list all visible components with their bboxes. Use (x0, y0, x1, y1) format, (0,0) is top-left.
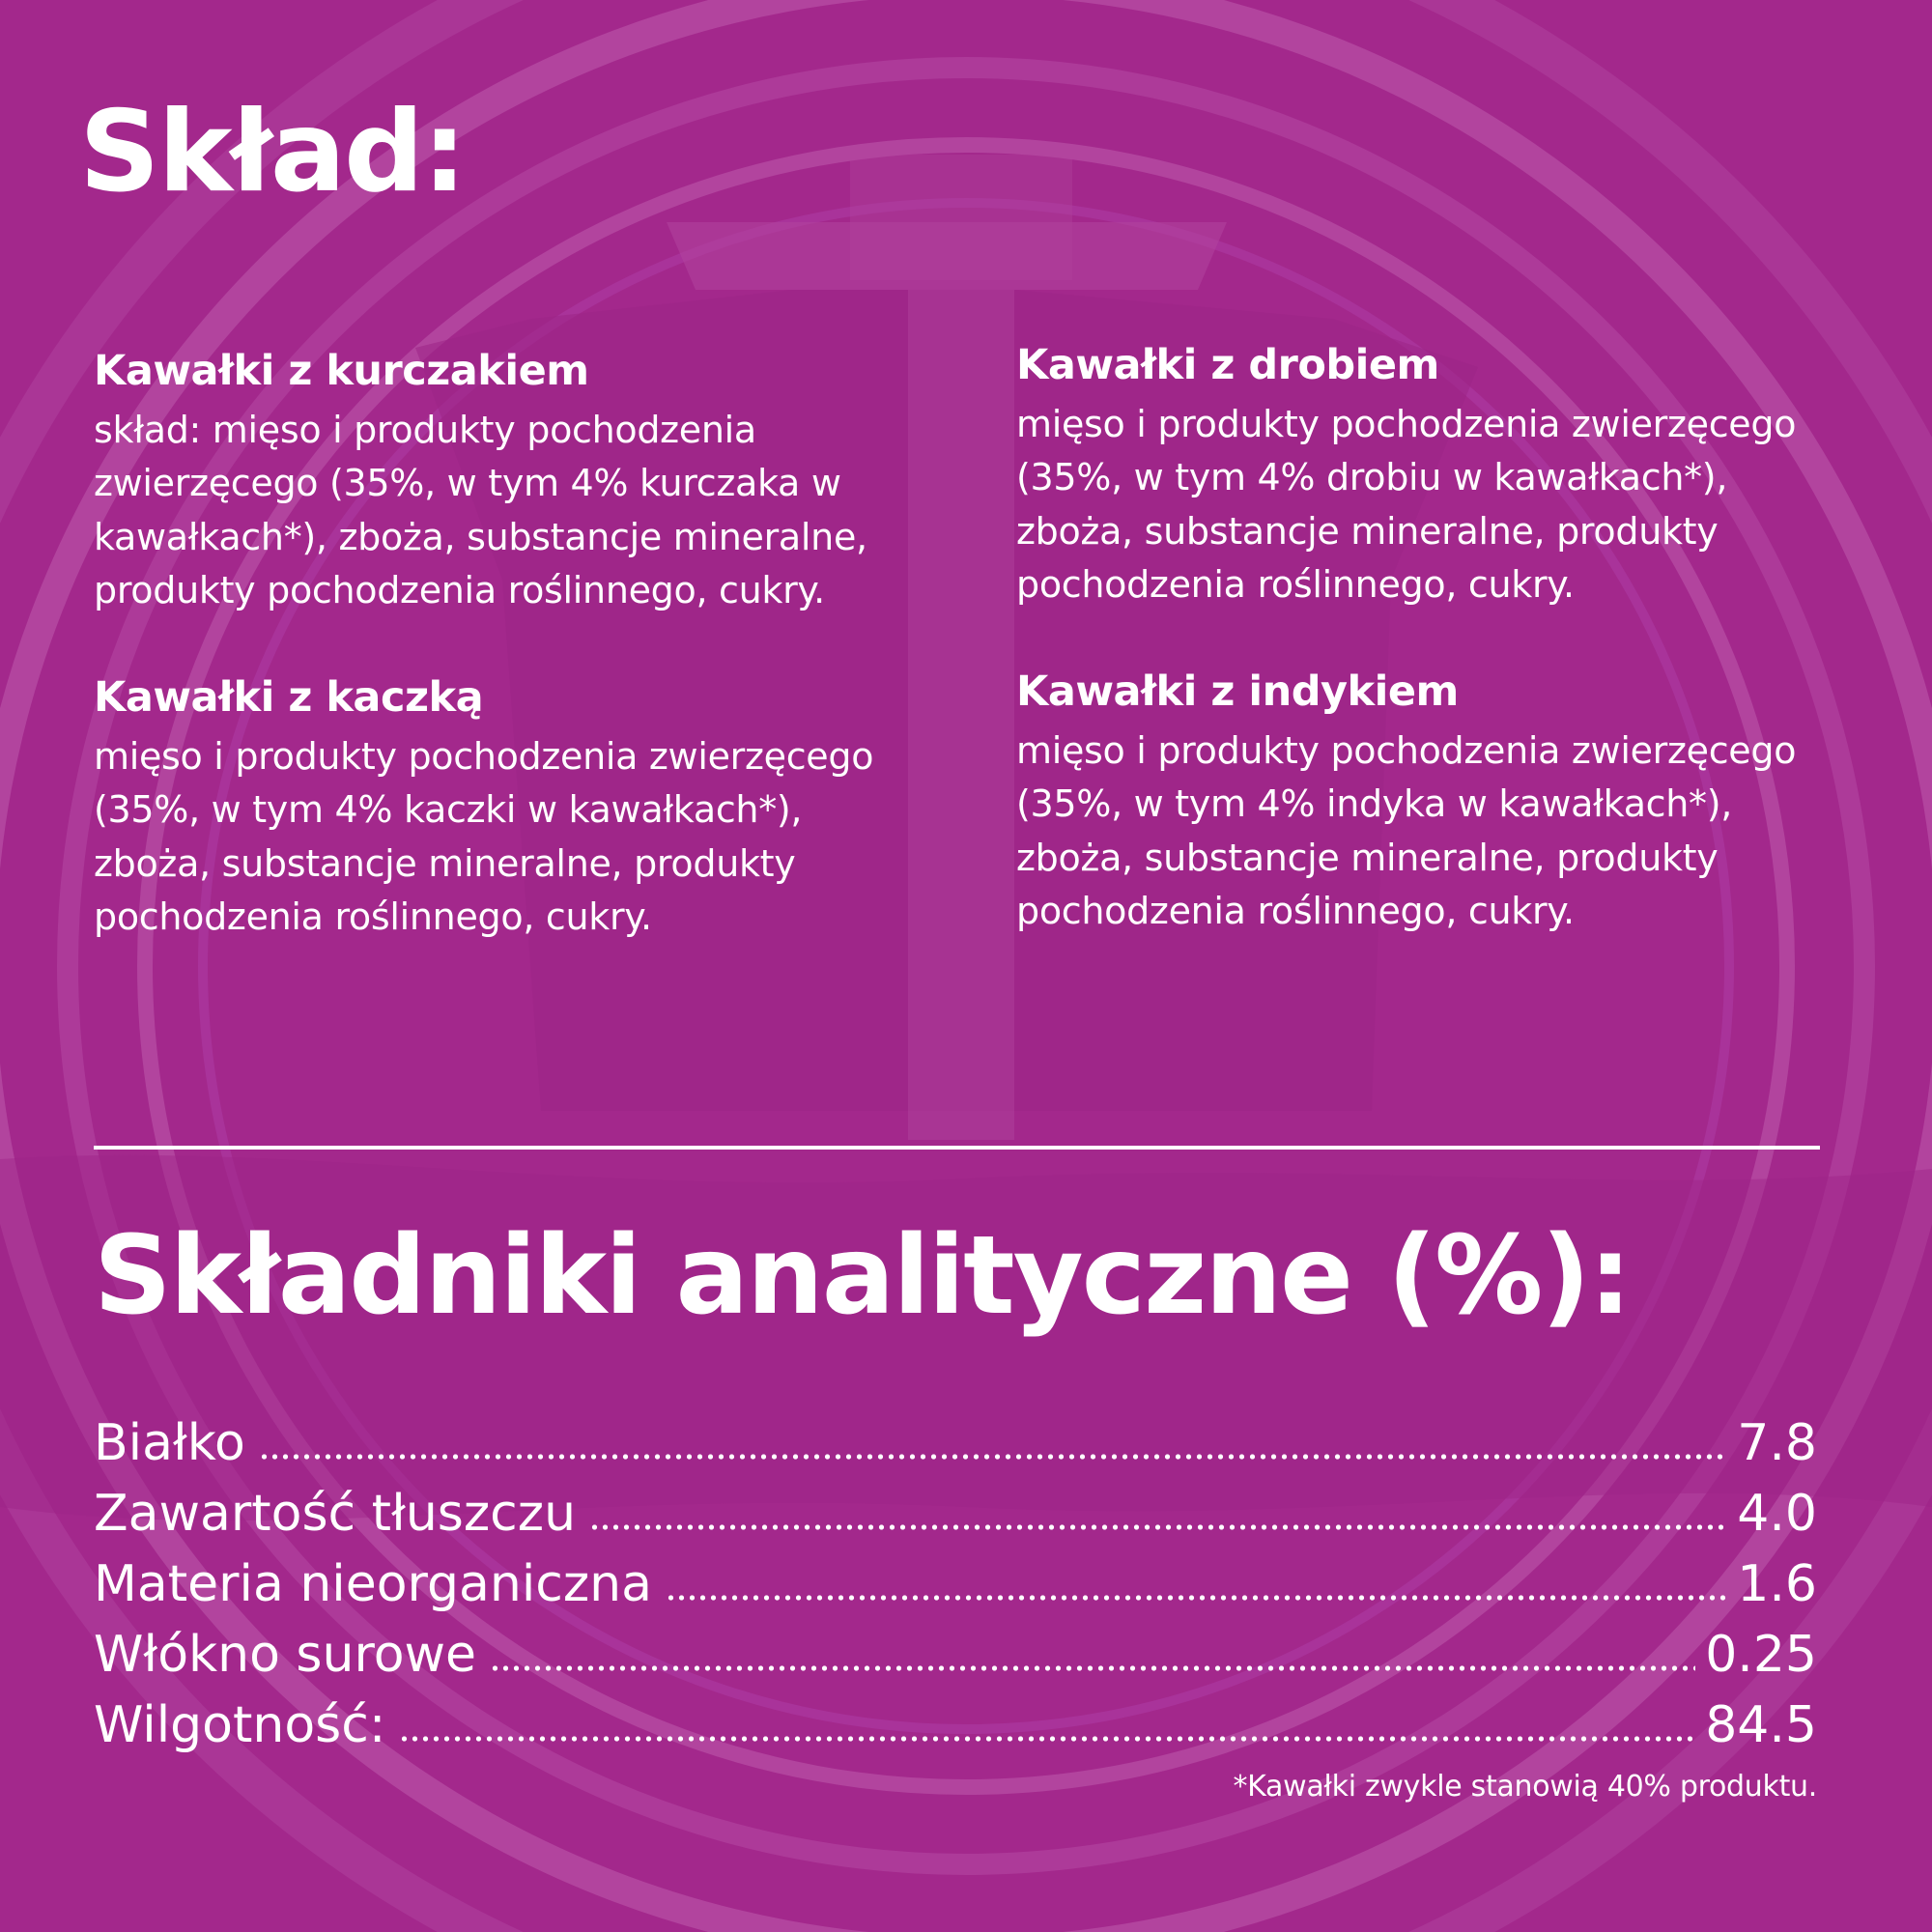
nutrient-value: 1.6 (1737, 1555, 1817, 1613)
text-line: zwierzęcego (35%, w tym 4% kurczaka w (94, 462, 841, 505)
text-line: zboża, substancje mineralne, produkty (1016, 836, 1719, 879)
dot-leader (666, 1595, 1727, 1601)
section-heading: Kawałki z indykiem (1016, 667, 1459, 716)
section-poultry (1016, 340, 1866, 612)
text-line: pochodzenia roślinnego, cukry. (1016, 890, 1575, 932)
section-heading: Kawałki z kaczką (94, 672, 484, 722)
dot-leader (490, 1665, 1695, 1671)
text-line: (35%, w tym 4% drobiu w kawałkach*), (1016, 456, 1728, 499)
text-line: mięso i produkty pochodzenia zwierzęcego (1016, 402, 1797, 445)
section-duck (94, 672, 944, 945)
nutrient-row (94, 1479, 1817, 1549)
text-line: pochodzenia roślinnego, cukry. (94, 895, 652, 938)
text-line: kawałkach*), zboża, substancje mineralne, (94, 515, 867, 558)
nutrient-row (94, 1408, 1817, 1479)
text-line: produkty pochodzenia roślinnego, cukry. (94, 569, 825, 612)
section-heading: Kawałki z kurczakiem (94, 347, 589, 395)
section-divider (94, 1146, 1820, 1150)
text-line: zboża, substancje mineralne, produkty (94, 841, 796, 885)
nutrient-value: 7.8 (1737, 1414, 1817, 1472)
nutrient-table (94, 1408, 1817, 1761)
section-turkey (1016, 667, 1866, 939)
dot-leader (589, 1524, 1727, 1530)
nutrient-label: Włókno surowe (94, 1626, 477, 1684)
nutrient-value: 0.25 (1705, 1626, 1817, 1684)
section-text (1016, 398, 1866, 612)
nutrient-label: Zawartość tłuszczu (94, 1485, 577, 1543)
footnote: *Kawałki zwykle stanowią 40% produktu. (1233, 1770, 1817, 1804)
dot-leader (259, 1454, 1727, 1460)
nutrient-label: Białko (94, 1414, 245, 1472)
section-text (94, 404, 944, 618)
section-heading: Kawałki z drobiem (1016, 341, 1439, 389)
text-line: (35%, w tym 4% indyka w kawałkach*), (1016, 782, 1733, 825)
nutrient-value: 84.5 (1705, 1696, 1817, 1754)
text-line: mięso i produkty pochodzenia zwierzęcego (94, 734, 874, 778)
text-line: skład: mięso i produkty pochodzenia (94, 408, 756, 451)
text-line: pochodzenia roślinnego, cukry. (1016, 563, 1575, 607)
column-left (94, 346, 944, 999)
dot-leader (399, 1736, 1695, 1742)
nutrient-label: Materia nieorganiczna (94, 1555, 652, 1613)
column-right (1016, 340, 1866, 993)
nutrient-row (94, 1549, 1817, 1620)
nutrient-row (94, 1690, 1817, 1761)
analytic-title: Składniki analityczne (%): (94, 1213, 1631, 1339)
section-chicken (94, 346, 944, 618)
nutrient-row (94, 1620, 1817, 1690)
text-line: zboża, substancje mineralne, produkty (1016, 509, 1719, 553)
composition-title: Skład: (79, 87, 466, 217)
nutrient-label: Wilgotność: (94, 1696, 386, 1754)
nutrient-value: 4.0 (1737, 1485, 1817, 1543)
section-text (94, 730, 944, 945)
text-line: (35%, w tym 4% kaczki w kawałkach*), (94, 788, 803, 831)
section-text (1016, 724, 1866, 939)
text-line: mięso i produkty pochodzenia zwierzęcego (1016, 728, 1797, 772)
